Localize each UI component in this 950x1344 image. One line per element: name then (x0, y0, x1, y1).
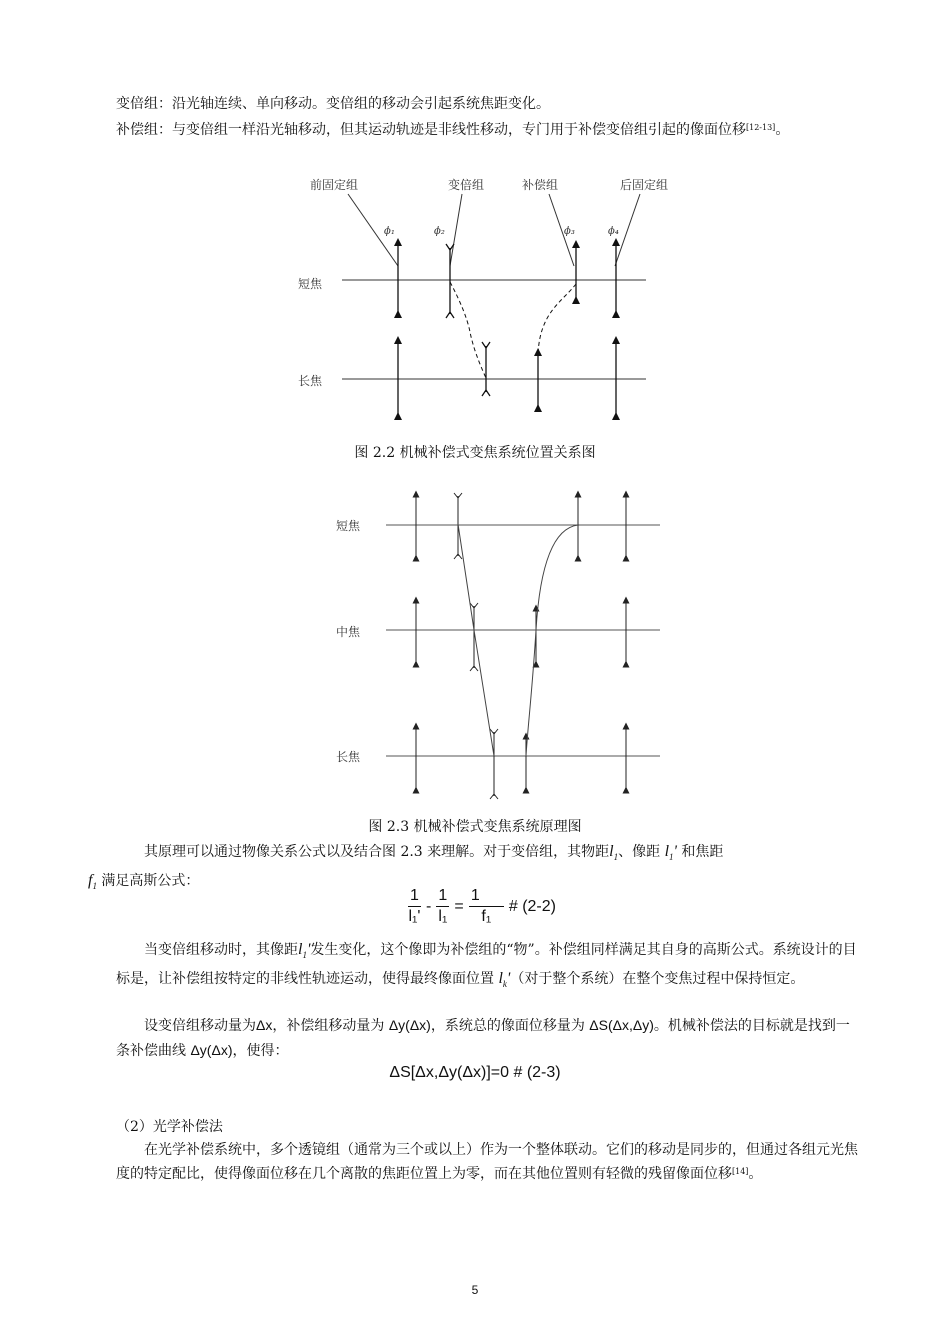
lens-phi2-short (446, 244, 454, 318)
paragraph-text: 设变倍组移动量为 (144, 1018, 256, 1034)
section-heading-optical-compensation (116, 1115, 860, 1139)
citation: [14] (732, 1167, 749, 1176)
paragraph-text: ，使得： (232, 1043, 289, 1059)
symbol-curve: Δy(Δx) (190, 1042, 233, 1058)
row-label-short-focus: 短焦 (298, 277, 323, 291)
paragraph-text: 补偿组：与变倍组一样沿光轴移动，但其运动轨迹是非线性移动，专门用于补偿变倍组引起的像面位移 (116, 122, 746, 138)
paragraph-text: 、像距 (618, 844, 661, 860)
paragraph-text: （对于整个系统）在整个变焦过程中保持恒定。 (510, 971, 805, 988)
symbol-l1: $l_1$ (609, 843, 619, 863)
citation: [12-13] (746, 123, 776, 132)
paragraph-text: 发生变化，这个像即为补偿组的“物”。补偿组同样满足其自身的高斯公式。系统设计的目标是，让补偿组按特定的非线性轨迹运动，使得最终像面位置 (116, 942, 857, 988)
paragraph-text: ，补偿组移动量为 (272, 1018, 385, 1034)
row-label-long-focus: 长焦 (298, 374, 323, 388)
page-number: 5 (471, 1283, 479, 1297)
paragraph-zoom-group (116, 92, 860, 116)
lens-phi2-long (482, 342, 490, 396)
figure-2-2 (290, 172, 670, 440)
paragraph-text: 和焦距 (681, 844, 724, 860)
symbol-f1: $f_1$ (88, 872, 97, 892)
label-rear-fixed-group: 后固定组 (620, 178, 669, 192)
figure-2-3-caption: 图 2.3 机械补偿式变焦系统原理图 (368, 819, 582, 835)
paragraph-optical-compensation (116, 1138, 860, 1186)
fraction: $\frac{1}{\text{f₁}}$ (469, 886, 504, 927)
row-label-short-focus: 短焦 (336, 519, 361, 533)
fraction: $\frac{1}{\text{l₁'}}$ (408, 887, 421, 925)
phi-4-label: ϕ₄ (608, 226, 619, 237)
paragraph-compensation-motion (116, 938, 860, 996)
figure-2-2-caption: 图 2.2 机械补偿式变焦系统位置关系图 (354, 445, 596, 461)
paragraph-movement-definitions (116, 1013, 860, 1063)
punctuation: 。 (748, 1166, 763, 1182)
equation-tag: # (2-2) (508, 898, 556, 915)
zoom-group-trajectory (450, 282, 486, 378)
compensation-group-trajectory (526, 525, 578, 756)
leader-line (450, 194, 462, 266)
row-label-long-focus: 长焦 (336, 750, 361, 764)
symbol-ds: ΔS(Δx,Δy) (589, 1017, 654, 1033)
paragraph-compensation-group (116, 118, 860, 142)
paragraph-text: 其原理可以通过物像关系公式以及结合图 2.3 来理解。对于变倍组，其物距 (144, 844, 610, 860)
figure-2-3 (328, 484, 668, 806)
operator: - (426, 898, 432, 915)
equation-2-2 (408, 886, 556, 927)
fraction: $\frac{1}{\text{l₁}}$ (438, 887, 448, 925)
zoom-group-trajectory (458, 524, 494, 756)
row-label-mid-focus: 中焦 (336, 625, 361, 639)
paragraph-text: 满足高斯公式： (101, 873, 200, 890)
symbol-dx: Δx (256, 1017, 273, 1033)
paragraph-text: 。机械补偿法的目标就是找到一条补偿曲线 (116, 1018, 850, 1059)
operator: = (454, 898, 464, 915)
symbol-l1-prime: $l_1'$ (298, 941, 311, 961)
paragraph-text: 当变倍组移动时，其像距 (144, 942, 298, 958)
paragraph-text: 变倍组：沿光轴连续、单向移动。变倍组的移动会引起系统焦距变化。 (116, 96, 550, 112)
paragraph-text: 在光学补偿系统中，多个透镜组（通常为三个或以上）作为一个整体联动。它们的移动是同步的，但通过各组元光焦度的特定配比，使得像面位移在几个离散的焦距位置上为零，而在其他位置则有轻微的残留像面位移 (116, 1142, 858, 1182)
symbol-lk-prime: $l_k'$ (498, 970, 511, 990)
label-front-fixed-group: 前固定组 (310, 178, 359, 192)
label-compensation-group: 补偿组 (522, 178, 559, 192)
paragraph-text: ，系统总的像面位移量为 (430, 1018, 585, 1034)
phi-2-label: ϕ₂ (434, 226, 445, 237)
label-zoom-group: 变倍组 (448, 178, 485, 192)
phi-1-label: ϕ₁ (384, 226, 395, 237)
heading-text: （2）光学补偿法 (116, 1119, 223, 1135)
equation-2-3: ΔS[Δx,Δy(Δx)]=0 # (2-3) (389, 1064, 561, 1081)
punctuation: 。 (775, 122, 790, 138)
symbol-l1-prime: $l_1'$ (664, 843, 677, 863)
phi-3-label: ϕ₃ (564, 226, 575, 237)
compensation-group-trajectory (538, 284, 576, 354)
symbol-dy: Δy(Δx) (388, 1017, 431, 1033)
